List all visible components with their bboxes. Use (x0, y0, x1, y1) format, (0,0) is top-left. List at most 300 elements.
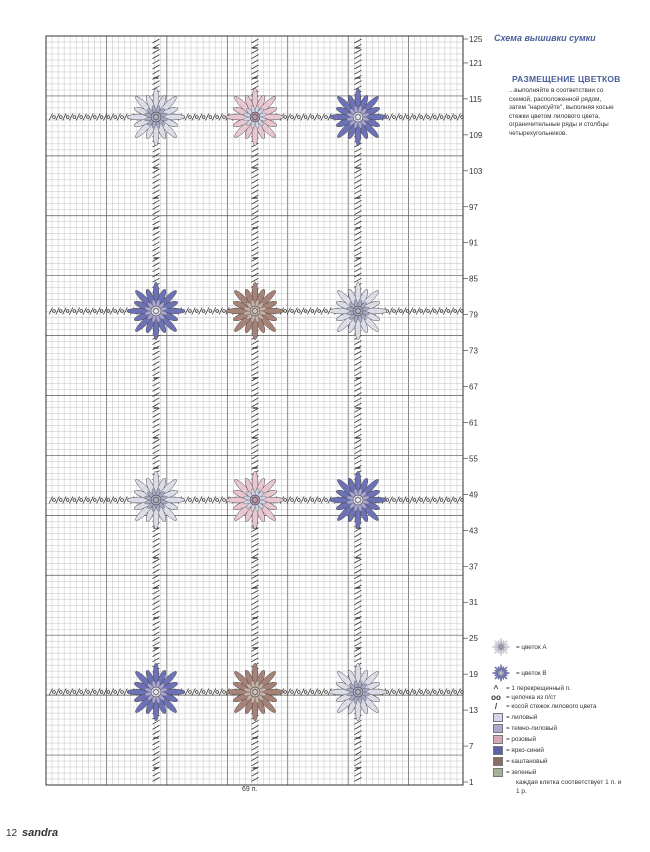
slant-stitch (153, 70, 160, 74)
color-swatch (493, 757, 503, 766)
slant-stitch (307, 689, 311, 696)
slant-stitch (153, 590, 160, 594)
chain-stitch (399, 310, 402, 313)
slant-stitch (192, 308, 196, 315)
slant-stitch (110, 114, 114, 121)
center-dot (256, 497, 258, 499)
slant-stitch (153, 164, 160, 168)
center-dot (157, 693, 159, 695)
slant-stitch (153, 408, 160, 412)
chain-stitch (325, 691, 328, 694)
flower-blue-motif (329, 88, 387, 146)
slant-stitch (76, 308, 80, 315)
slant-stitch (153, 445, 160, 449)
chain-stitch (59, 691, 62, 694)
slant-stitch (153, 211, 160, 215)
chain-stitch (107, 310, 110, 313)
center-dot (357, 694, 359, 696)
slant-stitch (355, 200, 362, 204)
center-dot (252, 501, 254, 503)
slant-stitch (450, 308, 454, 315)
row-number-label: 125 (469, 34, 483, 44)
chain-stitch (291, 116, 294, 119)
slant-stitch (355, 49, 362, 53)
chain-stitch (195, 499, 198, 502)
center-dot (360, 116, 362, 118)
slant-stitch (355, 642, 362, 646)
center-dot (357, 496, 359, 498)
slant-stitch (153, 642, 160, 646)
chain-stitch (304, 310, 307, 313)
center-dot (355, 501, 357, 503)
slant-stitch (355, 169, 362, 173)
center-dot (254, 313, 256, 315)
slant-stitch (355, 153, 362, 157)
slant-stitch (153, 777, 160, 781)
slant-stitch (355, 393, 362, 397)
center-dot (155, 307, 157, 309)
center-dot (254, 307, 256, 309)
legend-item-color-4: = ярко-синий (489, 746, 544, 755)
chain-stitch (107, 691, 110, 694)
chain-stitch (202, 116, 205, 119)
slant-stitch (355, 273, 362, 277)
center-dot (252, 308, 254, 310)
slant-stitch (389, 114, 393, 121)
slant-stitch (355, 564, 362, 568)
slant-stitch (355, 601, 362, 605)
flower-blue-motif (492, 664, 510, 682)
chain-stitch (53, 691, 56, 694)
slant-stitch (355, 621, 362, 625)
slant-stitch (389, 308, 393, 315)
slant-stitch (185, 308, 189, 315)
flower-a-icon (489, 636, 513, 658)
chain-stitch (100, 499, 103, 502)
flower-brown-motif (226, 663, 284, 721)
row-number-label: 73 (469, 346, 478, 356)
row-number-label: 19 (469, 670, 478, 680)
slant-stitch (437, 308, 441, 315)
center-dot (354, 310, 356, 312)
slant-stitch (97, 114, 101, 121)
slant-stitch (355, 361, 362, 365)
row-number-label: 115 (469, 94, 482, 104)
slant-stitch (153, 185, 160, 189)
slant-stitch (355, 460, 362, 464)
center-dot (155, 119, 157, 121)
slant-stitch (355, 231, 362, 235)
slant-stitch (63, 114, 67, 121)
chain-stitch (420, 310, 423, 313)
chain-stitch (413, 116, 416, 119)
center-dot (359, 689, 361, 691)
chain-stitch (433, 691, 436, 694)
center-dot (157, 312, 159, 314)
slant-stitch (153, 439, 160, 443)
chain-stitch (107, 499, 110, 502)
color-swatch (493, 724, 503, 733)
slant-stitch (63, 689, 67, 696)
slant-stitch (153, 200, 160, 204)
page-number: 12 (6, 828, 18, 839)
center-dot (252, 497, 254, 499)
section-heading: РАЗМЕЩЕНИЕ ЦВЕТКОВ (512, 74, 621, 84)
center-dot (359, 693, 361, 695)
slant-stitch (416, 689, 420, 696)
center-dot (152, 691, 154, 693)
chain-stitch (454, 310, 457, 313)
center-dot (157, 118, 159, 120)
slant-stitch (153, 179, 160, 183)
slant-stitch (294, 689, 298, 696)
legend-item-color-3: = розовый (489, 735, 536, 744)
slant-stitch (153, 252, 160, 256)
slant-stitch (355, 39, 362, 43)
center-dot (256, 501, 258, 503)
slant-stitch (56, 114, 60, 121)
chain-stitch (53, 499, 56, 502)
slant-stitch (355, 382, 362, 386)
flower-b-motif (127, 471, 185, 529)
slant-stitch (355, 757, 362, 761)
slant-stitch (355, 429, 362, 433)
slant-stitch (153, 637, 160, 641)
slant-stitch (90, 308, 94, 315)
flower-b-motif (329, 282, 387, 340)
slant-stitch (192, 114, 196, 121)
slant-stitch (355, 445, 362, 449)
chain-stitch (447, 116, 450, 119)
center-dot (357, 307, 359, 309)
chain-stitch (291, 499, 294, 502)
slant-stitch (153, 65, 160, 69)
chain-stitch (284, 691, 287, 694)
chain-stitch (318, 116, 321, 119)
slant-stitch (117, 114, 121, 121)
chain-stitch (121, 310, 124, 313)
slant-stitch (90, 689, 94, 696)
slant-stitch (153, 382, 160, 386)
row-number-label: 7 (469, 742, 474, 752)
slant-stitch (199, 114, 203, 121)
slant-stitch (423, 114, 427, 121)
flower-blue-motif (127, 663, 185, 721)
center-dot (256, 114, 258, 116)
center-dot (252, 689, 254, 691)
legend-item-crossed-stitch: ^ = 1 перекрещенный п. (489, 684, 571, 693)
slant-stitch (443, 308, 447, 315)
slant-stitch (56, 308, 60, 315)
center-dot (251, 310, 253, 312)
slant-stitch (153, 341, 160, 345)
center-dot (158, 499, 160, 501)
chain-stitch (311, 691, 314, 694)
slant-stitch (423, 689, 427, 696)
slant-stitch (355, 439, 362, 443)
slant-stitch (437, 114, 441, 121)
center-dot (155, 502, 157, 504)
center-dot (252, 118, 254, 120)
center-dot (354, 691, 356, 693)
slant-stitch (153, 237, 160, 241)
chain-stitch (284, 116, 287, 119)
slant-stitch (307, 114, 311, 121)
slant-stitch (153, 39, 160, 43)
slant-stitch (153, 231, 160, 235)
color-swatch (493, 746, 503, 755)
chain-stitch (284, 310, 287, 313)
slant-stitch (355, 777, 362, 781)
chain-stitch (304, 691, 307, 694)
chain-stitch (440, 116, 443, 119)
chain-stitch (216, 499, 219, 502)
center-dot (157, 114, 159, 116)
center-dot (155, 113, 157, 115)
chain-stitch (325, 116, 328, 119)
slant-stitch (97, 689, 101, 696)
slant-stitch (153, 606, 160, 610)
chain-stitch (195, 691, 198, 694)
slant-stitch (416, 114, 420, 121)
slant-stitch (409, 114, 413, 121)
caret-symbol: ^ (493, 684, 499, 693)
chain-stitch (284, 499, 287, 502)
chain-stitch (223, 116, 226, 119)
slant-stitch (153, 351, 160, 355)
chain-stitch (114, 116, 117, 119)
row-number-label: 31 (469, 598, 478, 608)
row-number-label: 61 (469, 418, 478, 428)
slant-stitch (153, 372, 160, 376)
chain-stitch (100, 691, 103, 694)
slant-stitch (437, 689, 441, 696)
row-number-label: 109 (469, 130, 483, 140)
center-dot (359, 308, 361, 310)
center-dot (153, 312, 155, 314)
chain-stitch (73, 691, 76, 694)
center-dot (355, 689, 357, 691)
center-dot (360, 691, 362, 693)
chain-stitch (454, 691, 457, 694)
center-dot (355, 114, 357, 116)
center-dot (254, 496, 256, 498)
chain-stitch (53, 310, 56, 313)
chain-stitch (318, 499, 321, 502)
slant-stitch (205, 308, 209, 315)
center-dot (359, 118, 361, 120)
slant-stitch (355, 179, 362, 183)
legend-item-color-1: = лиловый (489, 713, 537, 722)
slant-stitch (153, 564, 160, 568)
center-dot (354, 499, 356, 501)
center-dot (153, 501, 155, 503)
chain-stitch (447, 310, 450, 313)
row-number-label: 1 (469, 778, 474, 788)
slant-symbol: / (494, 702, 498, 711)
slant-stitch (124, 114, 128, 121)
slant-stitch (110, 308, 114, 315)
slant-stitch (153, 60, 160, 64)
center-dot (257, 499, 259, 501)
slant-stitch (443, 689, 447, 696)
slant-stitch (69, 689, 73, 696)
row-numbers (463, 35, 483, 787)
slant-stitch (153, 746, 160, 750)
slant-stitch (355, 569, 362, 573)
center-dot (158, 691, 160, 693)
slant-stitch (153, 55, 160, 59)
slant-stitch (294, 308, 298, 315)
row-number-label: 37 (469, 562, 478, 572)
slant-stitch (63, 308, 67, 315)
center-dot (152, 116, 154, 118)
center-dot (157, 689, 159, 691)
chain-stitch (100, 116, 103, 119)
center-dot (359, 312, 361, 314)
slant-stitch (117, 689, 121, 696)
center-dot (357, 119, 359, 121)
slant-stitch (153, 361, 160, 365)
chain-stitch (291, 310, 294, 313)
chain-stitch (87, 691, 90, 694)
chain-stitch (93, 310, 96, 313)
chain-stitch (73, 310, 76, 313)
flower-blue-motif (329, 471, 387, 529)
chain-stitch (209, 116, 212, 119)
chain-stitch (440, 310, 443, 313)
chain-stitch (66, 499, 69, 502)
slant-stitch (355, 351, 362, 355)
slant-stitch (314, 689, 318, 696)
flower-brown-motif (226, 282, 284, 340)
center-dot (256, 118, 258, 120)
slant-stitch (355, 549, 362, 553)
instructions-text: ...выполняйте в соответствии со схемой, расположенной рядом, затем "нарисуйте", выполняя косые стежки цветом лилового цвета, ограничительные ряды и столбцы четырехугольников. (509, 87, 614, 137)
center-dot (257, 691, 259, 693)
chain-stitch (223, 499, 226, 502)
slant-stitch (355, 658, 362, 662)
chain-stitch (216, 310, 219, 313)
chain-stitch (223, 691, 226, 694)
row-number-label: 13 (469, 706, 478, 716)
slant-stitch (153, 205, 160, 209)
chain-stitch (447, 499, 450, 502)
center-dot (355, 312, 357, 314)
slant-stitch (153, 601, 160, 605)
slant-stitch (301, 114, 305, 121)
slant-stitch (355, 148, 362, 152)
center-dot (252, 114, 254, 116)
slant-stitch (355, 60, 362, 64)
slant-stitch (355, 606, 362, 610)
chain-stitch (87, 116, 90, 119)
legend-item-color-2: = темно-лиловый (489, 724, 557, 733)
slant-stitch (153, 413, 160, 417)
center-dot (357, 113, 359, 115)
color-swatch (493, 713, 503, 722)
slant-stitch (153, 429, 160, 433)
chain-stitch (325, 499, 328, 502)
flower-a-motif (226, 88, 284, 146)
slant-stitch (355, 559, 362, 563)
slant-stitch (355, 185, 362, 189)
center-dot (153, 114, 155, 116)
chain-stitch (420, 116, 423, 119)
slant-stitch (301, 308, 305, 315)
slant-stitch (450, 114, 454, 121)
center-dot (359, 497, 361, 499)
slant-stitch (355, 580, 362, 584)
chain-stitch (59, 310, 62, 313)
center-dot (360, 499, 362, 501)
slant-stitch (153, 393, 160, 397)
chain-stitch (399, 499, 402, 502)
slant-stitch (396, 308, 400, 315)
slant-stitch (396, 689, 400, 696)
chain-stitch (209, 310, 212, 313)
slant-stitch (403, 308, 407, 315)
slant-stitch (205, 689, 209, 696)
slant-stitch (90, 114, 94, 121)
slant-stitch (83, 308, 87, 315)
slant-stitch (416, 308, 420, 315)
slant-stitch (153, 450, 160, 454)
slant-stitch (153, 772, 160, 776)
slant-stitch (153, 216, 160, 220)
row-number-label: 79 (469, 310, 478, 320)
chain-stitch (195, 310, 198, 313)
slant-stitch (355, 746, 362, 750)
slant-stitch (153, 559, 160, 563)
chain-stitch (195, 116, 198, 119)
slant-stitch (153, 153, 160, 157)
chain-stitch (209, 691, 212, 694)
slant-stitch (153, 174, 160, 178)
color-swatch (493, 735, 503, 744)
chain-stitch (121, 691, 124, 694)
row-number-label: 25 (469, 634, 478, 644)
center-dot (155, 694, 157, 696)
slant-stitch (301, 689, 305, 696)
slant-stitch (443, 114, 447, 121)
slant-stitch (355, 70, 362, 74)
slant-stitch (153, 148, 160, 152)
slant-stitch (153, 762, 160, 766)
row-number-label: 103 (469, 166, 483, 176)
slant-stitch (153, 580, 160, 584)
chain-stitch (420, 499, 423, 502)
slant-stitch (153, 725, 160, 729)
slant-stitch (355, 637, 362, 641)
row-number-label: 121 (469, 58, 483, 68)
slant-stitch (355, 413, 362, 417)
slant-stitch (355, 419, 362, 423)
legend-item-flower-b: = цветок В (489, 662, 547, 684)
slant-stitch (423, 308, 427, 315)
center-dot (254, 119, 256, 121)
slant-stitch (355, 55, 362, 59)
chain-stitch (311, 499, 314, 502)
slant-stitch (153, 621, 160, 625)
chain-stitch (114, 691, 117, 694)
slant-stitch (153, 611, 160, 615)
chain-stitch (66, 116, 69, 119)
slant-stitch (355, 367, 362, 371)
center-dot (153, 308, 155, 310)
center-dot (256, 308, 258, 310)
center-dot (158, 116, 160, 118)
